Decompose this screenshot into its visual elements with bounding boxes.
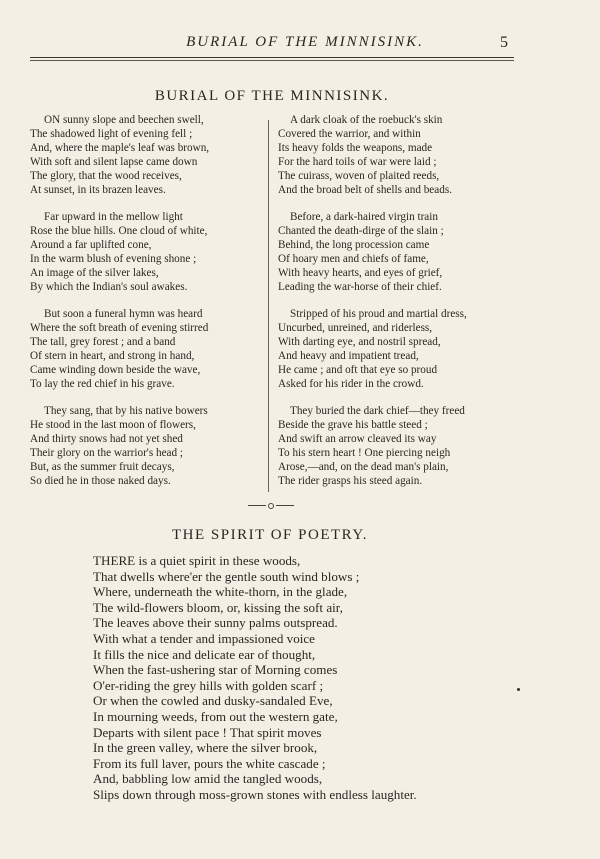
poem-line: Uncurbed, unreined, and riderless,	[278, 322, 433, 334]
poem-line: In mourning weeds, from out the western gate,	[93, 708, 338, 724]
poem-line: Arose,—and, on the dead man's plain,	[278, 461, 449, 473]
poem-line: Before, a dark-haired virgin train	[290, 211, 438, 223]
poem-line: Chanted the death-dirge of the slain ;	[278, 225, 444, 237]
poem-line: And the broad belt of shells and beads.	[278, 184, 452, 196]
poem-line: The tall, grey forest ; and a band	[30, 336, 176, 348]
poem-line: That dwells where'er the gentle south wind blows ;	[93, 568, 360, 584]
poem-line: And swift an arrow cleaved its way	[278, 433, 437, 445]
poem-line: It fills the nice and delicate ear of thought,	[93, 646, 316, 662]
poem-line: Around a far uplifted cone,	[30, 239, 152, 251]
poem-line: The shadowed light of evening fell ;	[30, 128, 193, 140]
stanza	[30, 210, 270, 294]
poem-line: An image of the silver lakes,	[30, 267, 159, 279]
poem-title-minnisink: BURIAL OF THE MINNISINK.	[154, 88, 390, 104]
stanza	[278, 210, 528, 294]
print-speck	[517, 688, 520, 691]
poem-line: Where, underneath the white-thorn, in the glade,	[93, 584, 348, 600]
poem-line: They sang, that by his native bowers	[44, 405, 208, 417]
poem-line	[93, 553, 553, 569]
poem-line: Of stern in heart, and strong in hand,	[30, 350, 195, 362]
poem-line: To his stern heart ! One piercing neigh	[278, 447, 451, 459]
poem-line: Stripped of his proud and martial dress,	[290, 308, 467, 320]
poem-line: Came winding down beside the wave,	[30, 364, 201, 376]
poem-line: In the warm blush of evening shone ;	[30, 253, 197, 265]
poem-line: With darting eye, and nostril spread,	[278, 336, 441, 348]
poem-line: The cuirass, woven of plaited reeds,	[278, 170, 440, 182]
poem-line: Beside the grave his battle steed ;	[278, 419, 428, 431]
poem-line: He stood in the last moon of flowers,	[30, 419, 196, 431]
poem-line: Its heavy folds the weapons, made	[278, 142, 433, 154]
stanza	[30, 113, 270, 197]
poem-line: Behind, the long procession came	[278, 239, 430, 251]
poem-line: Or when the cowled and dusky-sandaled Eve,	[93, 693, 333, 709]
drop-word: THERE	[93, 553, 136, 568]
poem-line: They buried the dark chief—they freed	[290, 405, 465, 417]
poem-line: Covered the warrior, and within	[278, 128, 421, 140]
poem-line-text: is a quiet spirit in these woods,	[135, 553, 301, 568]
poem-line: With what a tender and impassioned voice	[93, 630, 315, 646]
poem-left-column	[30, 113, 270, 501]
poem-line: With heavy hearts, and eyes of grief,	[278, 267, 443, 279]
poem-line: In the green valley, where the silver brook,	[93, 740, 318, 756]
poem-line: The wild-flowers bloom, or, kissing the soft air,	[93, 599, 343, 615]
poem-line: The leaves above their sunny palms outspread.	[93, 615, 338, 631]
poem-line: Their glory on the warrior's head ;	[30, 447, 183, 459]
poem-title-spirit-of-poetry: THE SPIRIT OF POETRY.	[172, 527, 368, 543]
poem-line: From its full laver, pours the white cascade ;	[93, 755, 326, 771]
page-number: 5	[500, 34, 508, 51]
poem-line: But soon a funeral hymn was heard	[44, 308, 203, 320]
poem-line: Asked for his rider in the crowd.	[278, 378, 424, 390]
poem-line: Far upward in the mellow light	[44, 211, 183, 223]
poem-line: Where the soft breath of evening stirred	[30, 322, 209, 334]
poem-right-column	[278, 113, 528, 501]
poem-line: But, as the summer fruit decays,	[30, 461, 175, 473]
poem-line: And, babbling low amid the tangled woods,	[93, 771, 323, 787]
column-divider	[268, 120, 269, 492]
poem-line: Slips down through moss-grown stones with endless laughter.	[93, 786, 417, 802]
poem-line: Departs with silent pace ! That spirit moves	[93, 724, 322, 740]
stanza	[30, 307, 270, 391]
poem-line: And heavy and impatient tread,	[278, 350, 419, 362]
poem-line: At sunset, in its brazen leaves.	[30, 184, 166, 196]
poem-line: A dark cloak of the roebuck's skin	[290, 114, 443, 126]
stanza	[278, 404, 528, 488]
running-head: BURIAL OF THE MINNISINK.	[186, 34, 424, 50]
poem-line: Of hoary men and chiefs of fame,	[278, 253, 429, 265]
poem-line: Leading the war-horse of their chief.	[278, 281, 442, 293]
poem-line: So died he in those naked days.	[30, 475, 171, 487]
poem-line: The glory, that the wood receives,	[30, 170, 182, 182]
poem-line: The rider grasps his steed again.	[278, 475, 423, 487]
poem-line: To lay the red chief in his grave.	[30, 378, 175, 390]
section-ornament	[246, 500, 296, 511]
stanza	[278, 113, 528, 197]
poem-line: With soft and silent lapse came down	[30, 156, 198, 168]
poem-line: And thirty snows had not yet shed	[30, 433, 183, 445]
header-rule	[30, 57, 514, 58]
header-rule-lower	[30, 60, 514, 61]
poem-line: Rose the blue hills. One cloud of white,	[30, 225, 208, 237]
poem-line: O'er-riding the grey hills with golden scarf ;	[93, 677, 324, 693]
poem-line: He came ; and oft that eye so proud	[278, 364, 438, 376]
stanza	[30, 404, 270, 488]
poem-spirit-of-poetry	[93, 553, 553, 803]
poem-line: For the hard toils of war were laid ;	[278, 156, 437, 168]
stanza	[278, 307, 528, 391]
poem-line: ON sunny slope and beechen swell,	[44, 114, 204, 126]
poem-line: And, where the maple's leaf was brown,	[30, 142, 210, 154]
poem-line: When the fast-ushering star of Morning comes	[93, 662, 338, 678]
poem-line: By which the Indian's soul awakes.	[30, 281, 188, 293]
